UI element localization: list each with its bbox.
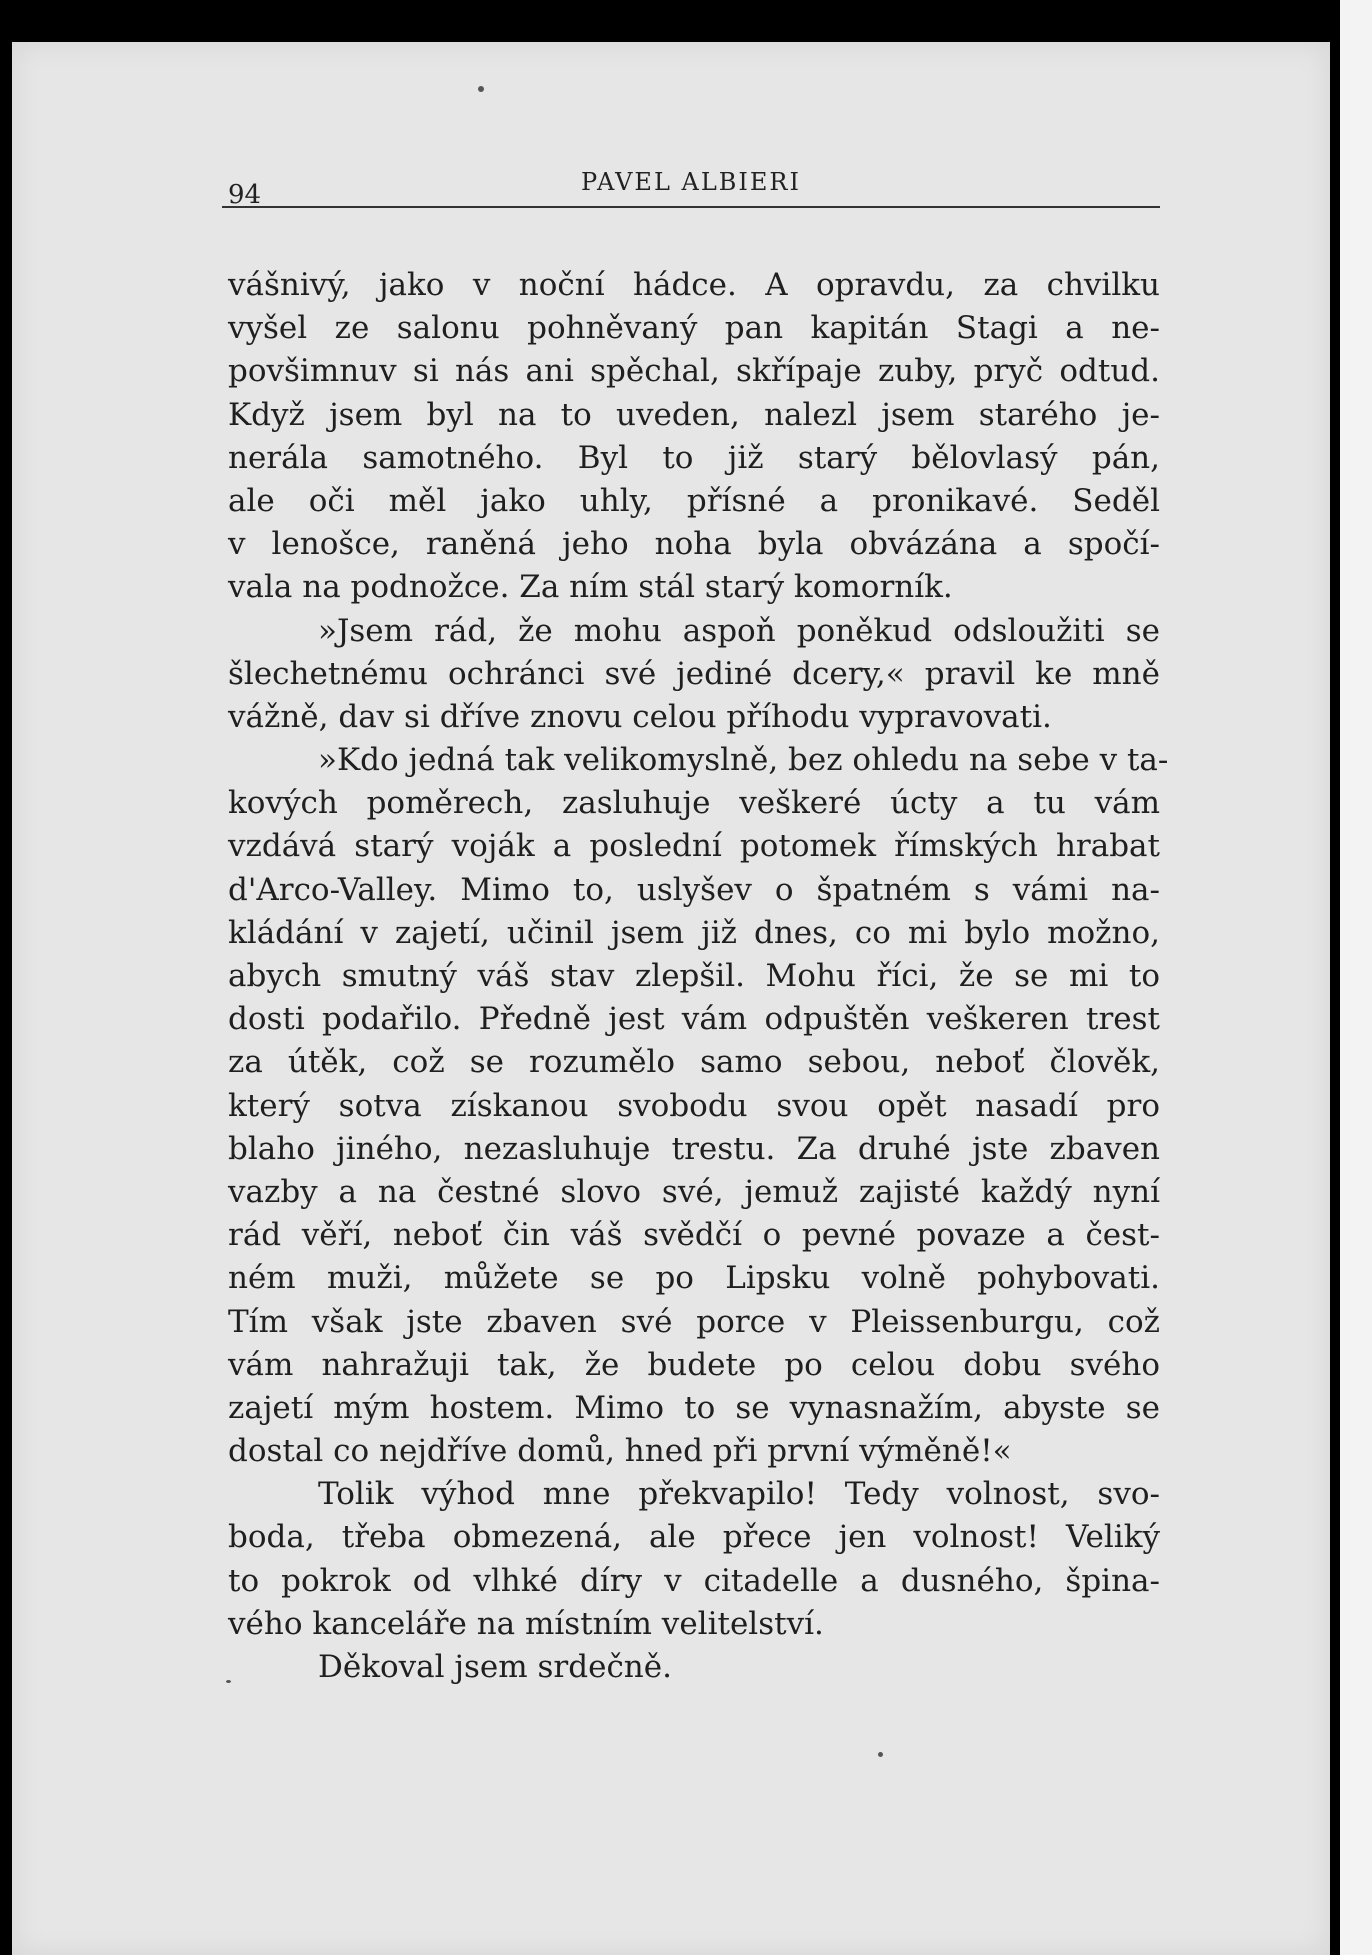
text-line: šlechetnému ochránci své jediné dcery,« pravil ke mně xyxy=(228,655,1160,692)
body-text xyxy=(228,264,1169,1689)
text-line: ném muži, můžete se po Lipsku volně pohybovati. xyxy=(228,1260,1160,1297)
text-line: zajetí mým hostem. Mimo to se vynasnažím, abyste se xyxy=(228,1389,1160,1426)
text-line: povšimnuv si nás ani spěchal, skřípaje zuby, pryč odtud. xyxy=(228,353,1160,390)
text-line: Děkoval jsem srdečně. xyxy=(318,1649,672,1685)
text-line: abych smutný váš stav zlepšil. Mohu říci, že se mi to xyxy=(228,958,1160,994)
text-line: rád věří, neboť čin váš svědčí o pevné povaze a čest- xyxy=(228,1217,1160,1254)
text-line: Tolik výhod mne překvapilo! Tedy volnost, svo- xyxy=(318,1476,1160,1513)
text-line: boda, třeba obmezená, ale přece jen volnost! Veliký xyxy=(228,1519,1160,1556)
next-page-edge xyxy=(1340,0,1372,1955)
text-line: to pokrok od vlhké díry v citadelle a dusného, špina- xyxy=(228,1562,1160,1599)
page-number: 94 xyxy=(228,180,262,210)
text-line: dostal co nejdříve domů, hned při první výměně!« xyxy=(228,1433,1012,1470)
text-line: kových poměrech, zasluhuje veškeré úcty a tu vám xyxy=(228,785,1160,822)
text-line: »Kdo jedná tak velikomyslně, bez ohledu na sebe v ta- xyxy=(318,742,1169,779)
paper-speck xyxy=(226,1680,231,1683)
text-line: vazby a na čestné slovo své, jemuž zajisté každý nyní xyxy=(228,1173,1160,1210)
text-line: vala na podnožce. Za ním stál starý komorník. xyxy=(228,569,953,606)
text-line: v lenošce, raněná jeho noha byla obvázána a spočí- xyxy=(228,526,1160,563)
text-line: vám nahražuji tak, že budete po celou dobu svého xyxy=(228,1346,1160,1383)
text-line: dosti podařilo. Předně jest vám odpuštěn veškeren trest xyxy=(228,1001,1160,1038)
paper-speck xyxy=(878,1752,883,1757)
text-line: d'Arco-Valley. Mimo to, uslyšev o špatném s vámi na- xyxy=(228,871,1160,908)
text-line: nerála samotného. Byl to již starý bělovlasý pán, xyxy=(228,439,1160,476)
text-line: kládání v zajetí, učinil jsem již dnes, co mi bylo možno, xyxy=(228,914,1160,951)
text-line: vého kanceláře na místním velitelství. xyxy=(228,1605,824,1642)
text-line: Tím však jste zbaven své porce v Pleissenburgu, což xyxy=(228,1303,1160,1340)
text-line: vzdává starý voják a poslední potomek římských hrabat xyxy=(228,828,1160,865)
text-line: ale oči měl jako uhly, přísné a pronikavé. Seděl xyxy=(228,482,1160,519)
text-line: Když jsem byl na to uveden, nalezl jsem starého je- xyxy=(228,396,1160,433)
paper-speck xyxy=(478,86,484,92)
text-line: vážně, dav si dříve znovu celou příhodu vypravovati. xyxy=(228,698,1052,735)
text-line: vášnivý, jako v noční hádce. A opravdu, za chvilku xyxy=(228,267,1160,303)
text-line: který sotva získanou svobodu svou opět nasadí pro xyxy=(228,1087,1160,1124)
text-line: blaho jiného, nezasluhuje trestu. Za druhé jste zbaven xyxy=(228,1130,1160,1167)
page-header xyxy=(222,166,1160,208)
text-line: vyšel ze salonu pohněvaný pan kapitán Stagi a ne- xyxy=(228,310,1160,347)
text-line: »Jsem rád, že mohu aspoň poněkud odsloužiti se xyxy=(318,612,1160,649)
text-line: za útěk, což se rozumělo samo sebou, neboť člověk, xyxy=(228,1044,1160,1081)
running-head: PAVEL ALBIERI xyxy=(581,168,801,196)
